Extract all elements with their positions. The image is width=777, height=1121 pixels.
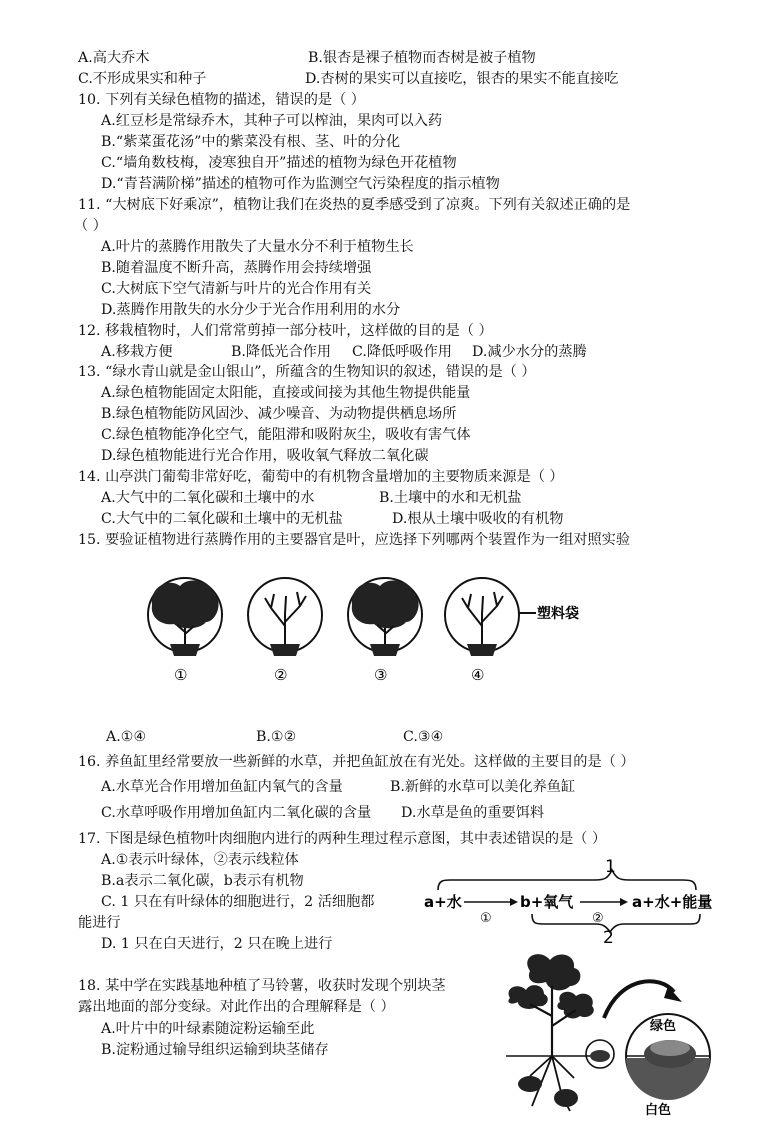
q12-stem: 12. 移栽植物时，人们常常剪掉一部分枝叶，这样做的目的是（ ）	[78, 323, 493, 339]
q13-option-a: A.绿色植物能固定太阳能，直接或间接为其他生物提供能量	[101, 385, 471, 401]
q14-option-d: D.根从土壤中吸收的有机物	[392, 511, 564, 527]
q17-option-b: B.a表示二氧化碳，b表示有机物	[101, 873, 304, 889]
plastic-bag-label: 塑料袋	[537, 606, 579, 622]
q13-stem: 13. “绿水青山就是金山银山”，所蕴含的生物知识的叙述，错误的是（ ）	[78, 364, 536, 380]
q9-option-a: A.高大乔木	[78, 50, 150, 66]
q17-option-c: C. 1 只在有叶绿体的细胞进行，2 活细胞都	[101, 894, 375, 910]
q11-option-d: D.蒸腾作用散失的水分少于光合作用利用的水分	[101, 302, 401, 318]
q17-option-a: A.①表示叶绿体，②表示线粒体	[101, 852, 299, 868]
apparatus-3	[348, 578, 422, 684]
q14-option-a: A.大气中的二氧化碳和土壤中的水	[101, 490, 315, 506]
q18-stem-cont: 露出地面的部分变绿。对此作出的合理解释是（ ）	[78, 999, 395, 1015]
white-label: 白色	[645, 1103, 672, 1118]
q10-option-c: C.“墙角数枝梅，凌寒独自开”描述的植物为绿色开花植物	[101, 155, 457, 171]
q17-stem: 17. 下图是绿色植物叶肉细胞内进行的两种生理过程示意图，其中表述错误的是（ ）	[78, 831, 607, 847]
q9-option-d: D.杏树的果实可以直接吃，银杏的果实不能直接吃	[305, 71, 619, 87]
apparatus-2	[248, 578, 322, 684]
label-1: ①	[174, 666, 188, 684]
q12-option-d: D.减少水分的蒸腾	[472, 344, 587, 360]
q11-option-a: A.叶片的蒸腾作用散失了大量水分不利于植物生长	[101, 239, 414, 255]
q14-option-b: B.土壤中的水和无机盐	[379, 490, 522, 506]
green-label: 绿色	[650, 1019, 677, 1034]
process-1-label: 1	[605, 857, 616, 877]
q17-option-c-cont: 能进行	[78, 915, 121, 931]
q15-option-b: B.①②	[256, 729, 297, 745]
q12-option-b: B.降低光合作用	[231, 344, 332, 360]
q17-process-diagram	[420, 852, 725, 944]
q15-stem: 15. 要验证植物进行蒸腾作用的主要器官是叶，应选择下列哪两个装置作为一组对照实验	[78, 532, 631, 548]
q11-option-c: C.大树底下空气清新与叶片的光合作用有关	[101, 281, 372, 297]
label-2: ②	[274, 666, 288, 684]
middle-term: b+氧气	[520, 893, 574, 911]
q16-option-c: C.水草呼吸作用增加鱼缸内二氧化碳的含量	[101, 805, 372, 821]
q10-option-b: B.“紫菜蛋花汤”中的紫菜没有根、茎、叶的分化	[101, 134, 401, 150]
q14-stem: 14. 山亭洪门葡萄非常好吃，葡萄中的有机物含量增加的主要物质来源是（ ）	[78, 469, 564, 485]
q10-stem: 10. 下列有关绿色植物的描述，错误的是（ ）	[78, 92, 365, 108]
q16-stem: 16. 养鱼缸里经常要放一些新鲜的水草，并把鱼缸放在有光处。这样做的主要目的是（ ）	[78, 754, 635, 770]
q16-option-b: B.新鲜的水草可以美化养鱼缸	[390, 779, 576, 795]
organelle-2: ②	[592, 911, 604, 926]
q9-option-c: C.不形成果实和种子	[78, 71, 207, 87]
q11-option-b: B.随着温度不断升高，蒸腾作用会持续增强	[101, 260, 372, 276]
q10-option-d: D.“青苔满阶梯”描述的植物可作为监测空气污染程度的指示植物	[101, 176, 500, 192]
q12-option-c: C.降低呼吸作用	[352, 344, 452, 360]
q12-option-a: A.移栽方便	[101, 344, 173, 360]
q11-stem-bracket: （ ）	[74, 218, 107, 234]
q10-option-a: A.红豆杉是常绿乔木，其种子可以榨油，果肉可以入药	[101, 113, 443, 129]
q11-stem: 11. “大树底下好乘凉”，植物让我们在炎热的夏季感受到了凉爽。下列有关叙述正确的是	[78, 197, 631, 213]
q14-option-c: C.大气中的二氧化碳和土壤中的无机盐	[101, 511, 343, 527]
apparatus-1	[148, 578, 222, 684]
apparatus-4	[445, 578, 579, 684]
q13-option-b: B.绿色植物能防风固沙、减少噪音、为动物提供栖息场所	[101, 406, 457, 422]
q13-option-d: D.绿色植物能进行光合作用，吸收氧气释放二氧化碳	[101, 448, 429, 464]
organelle-1: ①	[480, 911, 492, 926]
right-term: a+水+能量	[632, 893, 713, 911]
q9-option-b: B.银杏是裸子植物而杏树是被子植物	[308, 50, 536, 66]
q16-option-a: A.水草光合作用增加鱼缸内氧气的含量	[101, 779, 343, 795]
q18-option-b: B.淀粉通过输导组织运输到块茎储存	[101, 1042, 329, 1058]
q15-apparatus-figure	[140, 570, 580, 690]
q18-stem: 18. 某中学在实践基地种植了马铃薯，收获时发现个别块茎	[78, 978, 446, 994]
q16-option-d: D.水草是鱼的重要饵料	[401, 805, 545, 821]
q18-option-a: A.叶片中的叶绿素随淀粉运输至此	[101, 1021, 315, 1037]
left-term: a+水	[424, 893, 462, 911]
q13-option-c: C.绿色植物能净化空气，能阻滞和吸附灰尘，吸收有害气体	[101, 427, 471, 443]
process-2-label: 2	[603, 928, 614, 944]
label-3: ③	[374, 666, 388, 684]
q17-option-d: D. 1 只在白天进行，2 只在晚上进行	[101, 936, 333, 952]
q18-potato-figure	[500, 946, 725, 1121]
q15-option-a: A.①④	[106, 729, 147, 745]
q15-option-c: C.③④	[403, 729, 444, 745]
label-4: ④	[471, 666, 485, 684]
